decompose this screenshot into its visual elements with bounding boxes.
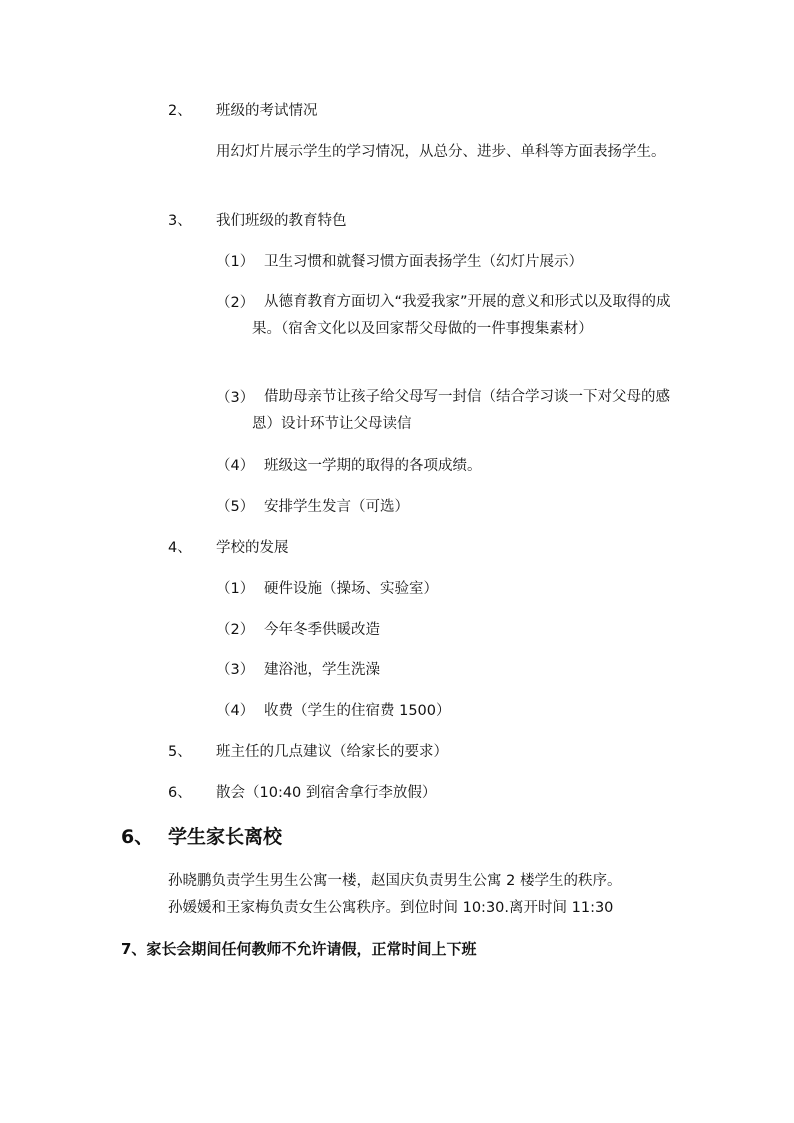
item-3-sub-5-text: 安排学生发言（可选） bbox=[264, 499, 409, 515]
item-4-sub-1-text: 硬件设施（操场、实验室） bbox=[264, 581, 438, 597]
item-3-sub-2-text: 从德育教育方面切入“我爱我家”开展的意义和形式以及取得的成果。（宿舍文化以及回家帮父母做的一件事搜集素材） bbox=[252, 294, 671, 337]
section-6-heading: 学生家长离校 bbox=[168, 826, 283, 848]
item-6-title: 散会（10:40 到宿舍拿行李放假） bbox=[216, 785, 437, 801]
section-6-line-1: 孙晓鹏负责学生男生公寓一楼，赵国庆负责男生公寓 2 楼学生的秩序。 bbox=[168, 873, 622, 889]
section-6-line-2: 孙媛媛和王家梅负责女生公寓秩序。到位时间 10:30.离开时间 11:30 bbox=[168, 900, 614, 916]
item-4-sub-2-number: （2） bbox=[216, 622, 255, 638]
item-6-number: 6、 bbox=[168, 785, 192, 801]
item-3-number: 3、 bbox=[168, 213, 192, 229]
item-4-sub-4-number: （4） bbox=[216, 703, 255, 719]
item-4-sub-3-number: （3） bbox=[216, 662, 255, 678]
item-3-sub-3-number: （3） bbox=[216, 390, 255, 406]
item-3-title: 我们班级的教育特色 bbox=[216, 213, 347, 229]
item-4-sub-1-number: （1） bbox=[216, 581, 255, 597]
item-3-sub-5-number: （5） bbox=[216, 499, 255, 515]
item-2-description: 用幻灯片展示学生的学习情况，从总分、进步、单科等方面表扬学生。 bbox=[216, 144, 666, 160]
item-4-sub-4-text: 收费（学生的住宿费 1500） bbox=[264, 703, 451, 719]
item-3-sub-2-number: （2） bbox=[216, 295, 255, 311]
item-4-sub-2-text: 今年冬季供暖改造 bbox=[264, 622, 380, 638]
item-3-sub-1-number: （1） bbox=[216, 254, 255, 270]
item-2-number: 2、 bbox=[168, 103, 192, 119]
item-3-sub-1-text: 卫生习惯和就餐习惯方面表扬学生（幻灯片展示） bbox=[264, 254, 583, 270]
section-6-number: 6、 bbox=[121, 826, 154, 848]
item-3-sub-4-number: （4） bbox=[216, 458, 255, 474]
item-3-sub-3-text: 借助母亲节让孩子给父母写一封信（结合学习谈一下对父母的感恩）设计环节让父母读信 bbox=[252, 389, 670, 432]
item-4-sub-3-text: 建浴池，学生洗澡 bbox=[264, 662, 380, 678]
item-2-title: 班级的考试情况 bbox=[216, 103, 318, 119]
item-5-number: 5、 bbox=[168, 744, 192, 760]
item-5-title: 班主任的几点建议（给家长的要求） bbox=[216, 744, 448, 760]
item-3-sub-4-text: 班级这一学期的取得的各项成绩。 bbox=[264, 458, 482, 474]
item-4-title: 学校的发展 bbox=[216, 540, 289, 556]
section-7-heading: 7、家长会期间任何教师不允许请假，正常时间上下班 bbox=[121, 940, 477, 958]
item-4-number: 4、 bbox=[168, 540, 192, 556]
